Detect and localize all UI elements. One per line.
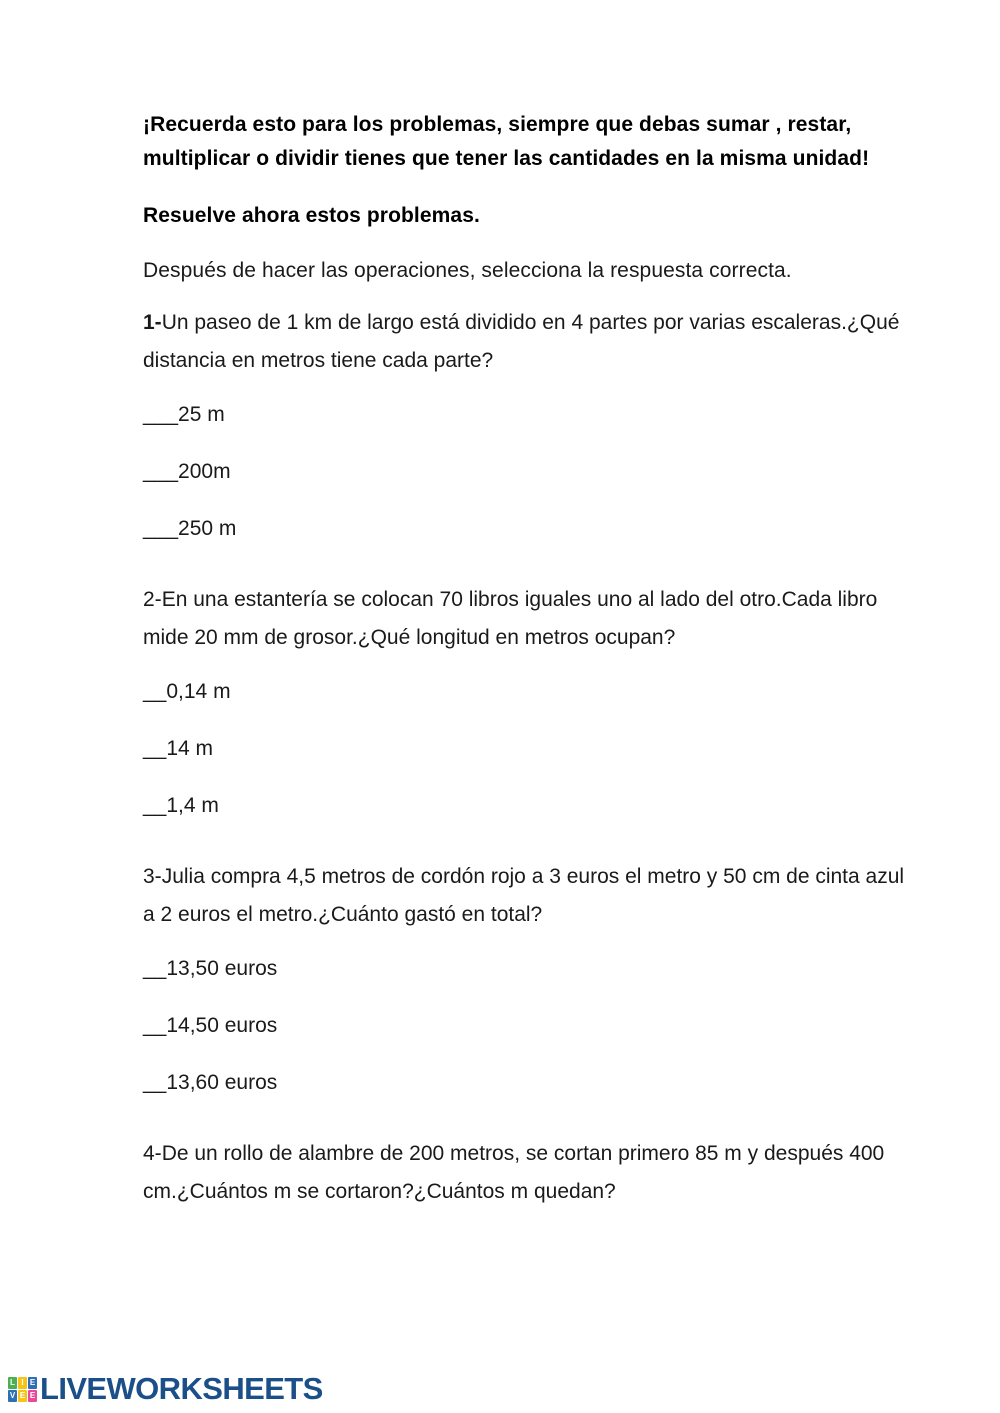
brand-wordmark: LIVEWORKSHEETS <box>40 1371 323 1406</box>
question-body-3: Julia compra 4,5 metros de cordón rojo a 3 euros el metro y 50 cm de cinta azul a 2 euros el metro.¿Cuánto gastó en total? <box>143 865 905 926</box>
question-body-4: De un rollo de alambre de 200 metros, se cortan primero 85 m y después 400 cm.¿Cuántos m se cortaron?¿Cuántos m quedan? <box>143 1142 885 1203</box>
logo-tile-e-bottom: E <box>29 1390 36 1400</box>
question-block-3 <box>143 858 918 1102</box>
option-2-a[interactable]: __0,14 m <box>143 680 231 703</box>
option-2-b[interactable]: __14 m <box>143 737 214 760</box>
question-number-3: 3- <box>143 865 162 888</box>
logo-tile-v: V <box>9 1390 16 1400</box>
logo-tile-e-mid: E <box>19 1390 26 1400</box>
question-block-2 <box>143 581 918 825</box>
liveworksheets-logo-icon <box>8 1377 37 1402</box>
footer-brand <box>8 1369 323 1409</box>
option-1-c[interactable]: ___250 m <box>143 517 237 540</box>
instruction-bold: Resuelve ahora estos problemas. <box>143 204 480 227</box>
question-number-4: 4- <box>143 1142 162 1165</box>
question-text-2 <box>143 581 918 657</box>
option-2-c[interactable]: __1,4 m <box>143 794 219 817</box>
option-3-b[interactable]: __14,50 euros <box>143 1014 278 1037</box>
logo-tile-i: I <box>18 1377 27 1389</box>
question-spacer <box>143 567 918 581</box>
worksheet-content <box>143 108 918 1225</box>
question-body-1: Un paseo de 1 km de largo está dividido en 4 partes por varias escaleras.¿Qué distancia en metros tiene cada parte? <box>143 311 900 372</box>
question-text-1 <box>143 304 918 380</box>
option-3-c[interactable]: __13,60 euros <box>143 1071 278 1094</box>
question-number-1: 1- <box>143 311 162 334</box>
logo-tile-l: L <box>8 1377 17 1389</box>
question-spacer <box>143 844 918 858</box>
question-number-2: 2- <box>143 588 162 611</box>
question-block-1 <box>143 304 918 548</box>
question-block-4 <box>143 1135 918 1211</box>
question-body-2: En una estantería se colocan 70 libros iguales uno al lado del otro.Cada libro mide 20 mm de grosor.¿Qué longitud en metros ocupan? <box>143 588 878 649</box>
option-3-a[interactable]: __13,50 euros <box>143 957 278 980</box>
question-text-4 <box>143 1135 918 1211</box>
question-text-3 <box>143 858 918 934</box>
question-spacer <box>143 1121 918 1135</box>
option-1-b[interactable]: ___200m <box>143 460 231 483</box>
option-1-a[interactable]: ___25 m <box>143 403 225 426</box>
intro-note: ¡Recuerda esto para los problemas, siempre que debas sumar , restar, multiplicar o dividir tienes que tener las cantidades en la misma unidad! <box>143 113 870 170</box>
instruction-regular: Después de hacer las operaciones, selecciona la respuesta correcta. <box>143 259 792 282</box>
logo-tile-e-top: E <box>29 1377 36 1387</box>
